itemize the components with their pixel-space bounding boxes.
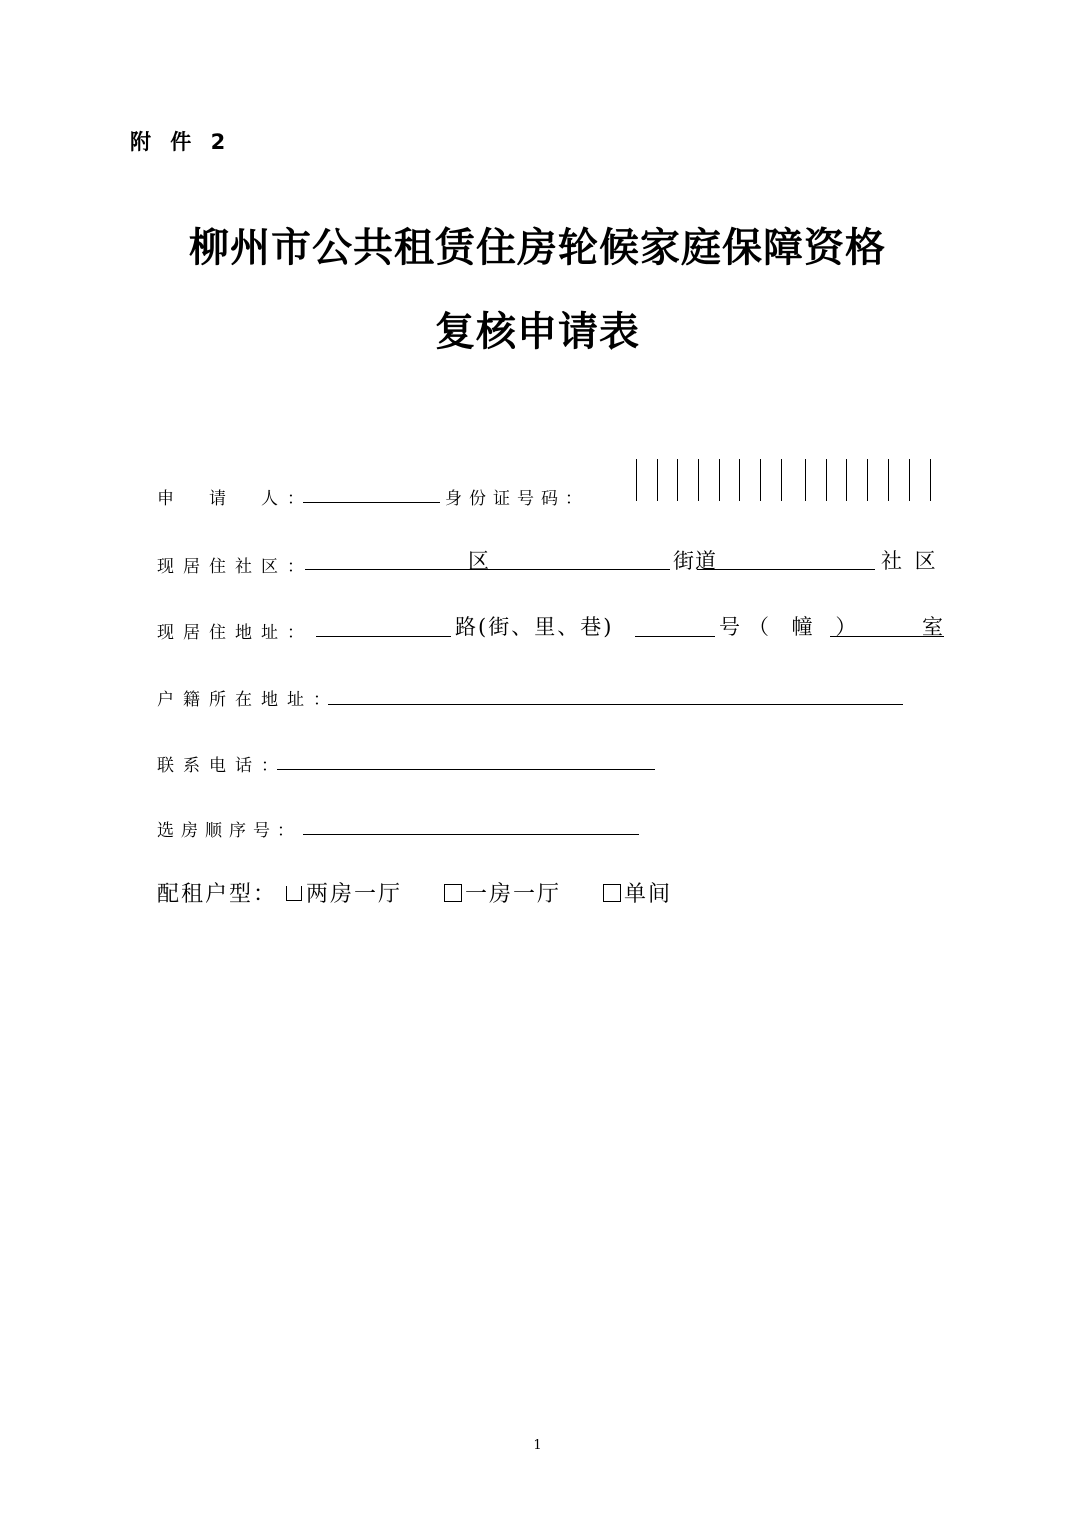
unit-type-label: 配租户型：	[157, 882, 278, 907]
phone-label: 联系电话：	[157, 756, 287, 776]
order-number-label: 选房顺序号：	[157, 821, 301, 841]
household-address-field[interactable]	[328, 704, 903, 705]
attachment-label: 附 件 2	[130, 130, 232, 154]
option-two-bedroom[interactable]: 两房一厅	[286, 882, 402, 907]
option-one-bedroom[interactable]: 一房一厅	[444, 882, 561, 907]
address-label: 现居住地址：	[157, 623, 313, 643]
checkbox-one-bedroom[interactable]	[444, 884, 462, 902]
road-suffix: 路(街、里、巷)	[455, 615, 614, 639]
street-suffix: 街道	[673, 549, 717, 573]
checkbox-two-bedroom[interactable]	[286, 886, 302, 901]
order-number-field[interactable]	[303, 834, 639, 835]
road-field[interactable]	[316, 636, 451, 637]
page-number: 1	[533, 1438, 542, 1453]
applicant-label: 申 请 人：	[157, 489, 313, 509]
household-address-label: 户籍所在地址：	[157, 690, 339, 710]
option-single-room[interactable]: 单间	[603, 882, 672, 907]
checkbox-single-room[interactable]	[603, 884, 621, 902]
number-field[interactable]	[635, 636, 715, 637]
applicant-field[interactable]	[303, 502, 440, 503]
unit-type-row	[157, 877, 672, 908]
community-label: 现居住社区：	[157, 557, 313, 577]
room-suffix: 室	[922, 615, 944, 639]
form-title-line2: 复核申请表	[435, 308, 640, 355]
phone-field[interactable]	[277, 769, 655, 770]
community-suffix: 社 区	[881, 549, 939, 573]
id-number-label: 身份证号码：	[445, 489, 589, 509]
form-title-line1: 柳州市公共租赁住房轮候家庭保障资格	[189, 224, 886, 271]
district-suffix: 区	[468, 549, 490, 573]
street-field[interactable]	[697, 569, 875, 570]
number-suffix: 号（ 幢 ）	[719, 615, 865, 639]
